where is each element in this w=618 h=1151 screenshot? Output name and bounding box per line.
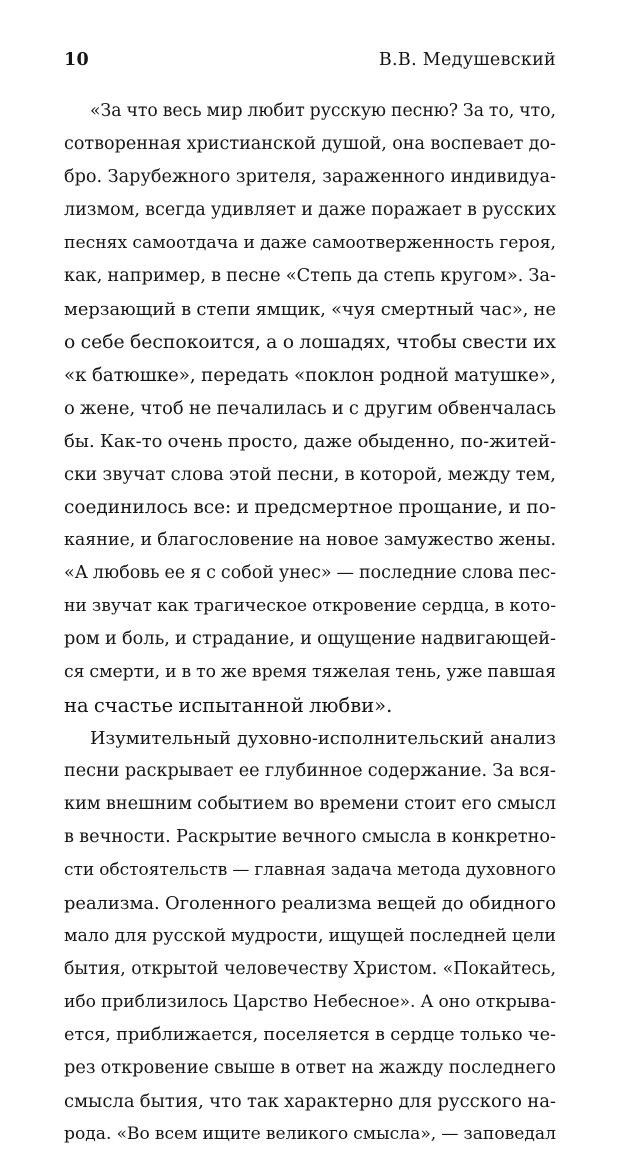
text-line: на счастье испытанной любви».: [64, 694, 393, 717]
text-line: ется, приближается, поселяется в сердце только че-: [64, 1025, 556, 1045]
running-head-author: В.В. Медушевский: [378, 50, 556, 70]
text-line: песнях самоотдача и даже самоотверженность героя,: [64, 233, 556, 253]
text-line: сти обстоятельств — главная задача метода духовного: [64, 860, 556, 880]
text-line: в вечности. Раскрытие вечного смысла в конкретно-: [64, 827, 556, 847]
text-line: как, например, в песне «Степь да степь кругом». За-: [64, 266, 556, 286]
text-line: Изумительный духовно-исполнительский анализ: [90, 728, 556, 749]
text-line: о жене, чтоб не печалилась и с другим обвенчалась: [64, 398, 556, 419]
text-line: смысла бытия, что так характерно для русского на-: [64, 1091, 556, 1112]
page-number: 10: [64, 50, 89, 70]
text-line: рода. «Во всем ищите великого смысла», — заповедал: [64, 1124, 556, 1144]
text-line: песни раскрывает ее глубинное содержание. За вся-: [64, 761, 556, 781]
text-line: бытия, открытой человечеству Христом. «Покайтесь,: [64, 959, 556, 979]
running-head: [64, 50, 556, 76]
text-line: лизмом, всегда удивляет и даже поражает в русских: [64, 200, 556, 220]
paragraph: [64, 722, 556, 1151]
paragraph: [64, 95, 556, 722]
text-line: мало для русской мудрости, ищущей последней цели: [64, 926, 556, 946]
text-line: о себе беспокоится, а о лошадях, чтобы свести их: [64, 332, 556, 353]
body-text: [64, 95, 556, 1151]
text-line: реализма. Оголенного реализма вещей до обидного: [64, 893, 556, 914]
text-line: сотворенная христианской душой, она воспевает до-: [64, 134, 556, 154]
text-line: ся смерти, и в то же время тяжелая тень, уже павшая: [64, 662, 556, 682]
text-line: ски звучат слова этой песни, в которой, между тем,: [64, 464, 556, 485]
text-line: бы. Как-то очень просто, даже обыденно, по-житей-: [64, 431, 556, 452]
text-line: «А любовь ее я с собой унес» — последние слова пес-: [64, 563, 556, 583]
text-line: бро. Зарубежного зрителя, зараженного индивидуа-: [64, 167, 556, 187]
text-line: ром и боль, и страдание, и ощущение надвигающей-: [64, 629, 556, 649]
text-line: ни звучат как трагическое откровение сердца, в кото-: [64, 596, 556, 616]
text-line: ким внешним событием во времени стоит его смысл: [64, 794, 556, 814]
text-line: «За что весь мир любит русскую песню? За то, что,: [90, 101, 556, 121]
text-line: каяние, и благословение на новое замужество жены.: [64, 530, 556, 550]
text-line: соединилось все: и предсмертное прощание, и по-: [64, 497, 556, 518]
text-line: рез откровение свыше в ответ на жажду последнего: [64, 1058, 556, 1078]
text-line: ибо приблизилось Царство Небесное». А оно открыва-: [64, 992, 556, 1012]
text-line: мерзающий в степи ямщик, «чуя смертный час», не: [64, 299, 556, 320]
text-line: «к батюшке», передать «поклон родной матушке»,: [64, 365, 556, 386]
